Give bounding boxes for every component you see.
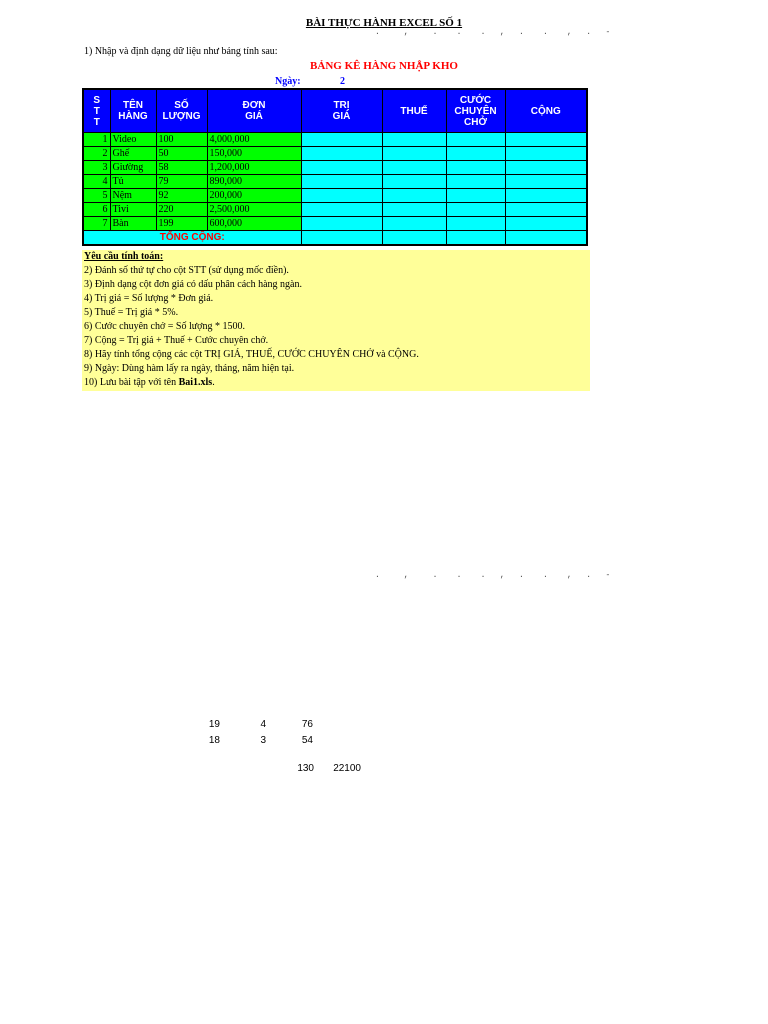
cell-total[interactable] [505, 217, 587, 231]
table-header-row [83, 89, 587, 133]
stray-number: 130 [297, 763, 314, 774]
cell-name[interactable]: Bàn [110, 217, 156, 231]
total-value[interactable] [301, 231, 382, 246]
requirement-item: 2) Đánh số thứ tự cho cột STT (sử dụng mốc điền). [84, 265, 289, 276]
total-sum[interactable] [505, 231, 587, 246]
header-tax[interactable]: THUẾ [382, 89, 446, 133]
cell-stt[interactable]: 7 [83, 217, 110, 231]
cell-value[interactable] [301, 203, 382, 217]
table-row [83, 133, 587, 147]
stray-number: 19 [208, 719, 220, 730]
cell-qty[interactable]: 79 [156, 175, 207, 189]
cell-total[interactable] [505, 203, 587, 217]
cell-tax[interactable] [382, 217, 446, 231]
requirement-item: 6) Cước chuyên chở = Số lượng * 1500. [84, 321, 245, 332]
file-name: Bai1.xls [178, 377, 213, 388]
cell-freight[interactable] [446, 203, 505, 217]
cell-stt[interactable]: 1 [83, 133, 110, 147]
table-row [83, 147, 587, 161]
cell-name[interactable]: Tivi [110, 203, 156, 217]
cell-name[interactable]: Ghế [110, 147, 156, 161]
requirements-box [82, 250, 590, 391]
table-row [83, 175, 587, 189]
date-label: Ngày: [275, 76, 301, 87]
cell-value[interactable] [301, 147, 382, 161]
cell-freight[interactable] [446, 189, 505, 203]
cell-value[interactable] [301, 161, 382, 175]
cell-tax[interactable] [382, 189, 446, 203]
cell-total[interactable] [505, 189, 587, 203]
cell-qty[interactable]: 92 [156, 189, 207, 203]
stray-number: 3 [260, 735, 266, 746]
requirement-item: 8) Hãy tính tổng cộng các cột TRỊ GIÁ, THUẾ, CƯỚC CHUYÊN CHỞ và CỘNG. [84, 349, 419, 360]
cell-value[interactable] [301, 175, 382, 189]
date-value: 2 [340, 76, 345, 87]
header-total[interactable]: CỘNG [505, 89, 587, 133]
requirements-title: Yêu cầu tính toán: [84, 251, 164, 262]
cell-price[interactable]: 4,000,000 [207, 133, 301, 147]
header-price[interactable]: ĐƠN GIÁ [207, 89, 301, 133]
cell-price[interactable]: 600,000 [207, 217, 301, 231]
cell-tax[interactable] [382, 133, 446, 147]
requirement-item: 7) Cộng = Trị giá + Thuế + Cước chuyên chở. [84, 335, 269, 346]
stray-number: 18 [208, 735, 220, 746]
sheet-title: BẢNG KÊ HÀNG NHẬP KHO [310, 60, 458, 72]
mid-dot-marks: . , . . . , . . , . - [375, 571, 611, 580]
cell-stt[interactable]: 4 [83, 175, 110, 189]
cell-total[interactable] [505, 147, 587, 161]
requirement-item: 10) Lưu bài tập với tên Bai1.xls. [84, 377, 215, 388]
stray-number: 22100 [333, 763, 361, 774]
requirement-item: 5) Thuế = Trị giá * 5%. [84, 307, 179, 318]
cell-value[interactable] [301, 217, 382, 231]
cell-tax[interactable] [382, 147, 446, 161]
total-tax[interactable] [382, 231, 446, 246]
header-stt[interactable]: S T T [83, 89, 110, 133]
requirement-item: 9) Ngày: Dùng hàm lấy ra ngày, tháng, năm hiện tại. [84, 363, 295, 374]
cell-value[interactable] [301, 189, 382, 203]
cell-price[interactable]: 2,500,000 [207, 203, 301, 217]
cell-name[interactable]: Giường [110, 161, 156, 175]
table-row [83, 189, 587, 203]
cell-qty[interactable]: 100 [156, 133, 207, 147]
cell-freight[interactable] [446, 175, 505, 189]
cell-qty[interactable]: 220 [156, 203, 207, 217]
cell-name[interactable]: Tủ [110, 175, 156, 189]
header-value[interactable]: TRỊ GIÁ [301, 89, 382, 133]
cell-name[interactable]: Nệm [110, 189, 156, 203]
cell-stt[interactable]: 2 [83, 147, 110, 161]
cell-stt[interactable]: 5 [83, 189, 110, 203]
cell-price[interactable]: 1,200,000 [207, 161, 301, 175]
cell-qty[interactable]: 58 [156, 161, 207, 175]
header-qty[interactable]: SỐ LƯỢNG [156, 89, 207, 133]
total-freight[interactable] [446, 231, 505, 246]
cell-stt[interactable]: 6 [83, 203, 110, 217]
cell-freight[interactable] [446, 147, 505, 161]
total-label[interactable]: TỔNG CỘNG: [83, 231, 301, 246]
cell-tax[interactable] [382, 175, 446, 189]
stray-number: 4 [260, 719, 266, 730]
cell-name[interactable]: Video [110, 133, 156, 147]
stray-number: 76 [301, 719, 313, 730]
cell-stt[interactable]: 3 [83, 161, 110, 175]
cell-freight[interactable] [446, 217, 505, 231]
table-row [83, 217, 587, 231]
cell-value[interactable] [301, 133, 382, 147]
header-name[interactable]: TÊN HÀNG [110, 89, 156, 133]
stray-number: 54 [301, 735, 313, 746]
cell-qty[interactable]: 199 [156, 217, 207, 231]
cell-price[interactable]: 890,000 [207, 175, 301, 189]
cell-tax[interactable] [382, 161, 446, 175]
requirement-item: 3) Định dạng cột đơn giá có dấu phân cách hàng ngàn. [84, 279, 302, 290]
cell-freight[interactable] [446, 133, 505, 147]
total-row [83, 231, 587, 246]
page-title: BÀI THỰC HÀNH EXCEL SỐ 1 [305, 17, 463, 29]
cell-freight[interactable] [446, 161, 505, 175]
intro-text: 1) Nhập và định dạng dữ liệu như bảng tính sau: [84, 46, 278, 57]
cell-price[interactable]: 200,000 [207, 189, 301, 203]
header-freight[interactable]: CƯỚC CHUYÊN CHỞ [446, 89, 505, 133]
cell-total[interactable] [505, 133, 587, 147]
table-row [83, 161, 587, 175]
cell-total[interactable] [505, 161, 587, 175]
table-row [83, 203, 587, 217]
cell-tax[interactable] [382, 203, 446, 217]
requirement-item: 4) Trị giá = Số lượng * Đơn giá. [84, 293, 214, 304]
cell-price[interactable]: 150,000 [207, 147, 301, 161]
top-dot-marks: . , . . . , . . , . - [375, 28, 611, 37]
inventory-table [82, 88, 588, 246]
cell-qty[interactable]: 50 [156, 147, 207, 161]
cell-total[interactable] [505, 175, 587, 189]
